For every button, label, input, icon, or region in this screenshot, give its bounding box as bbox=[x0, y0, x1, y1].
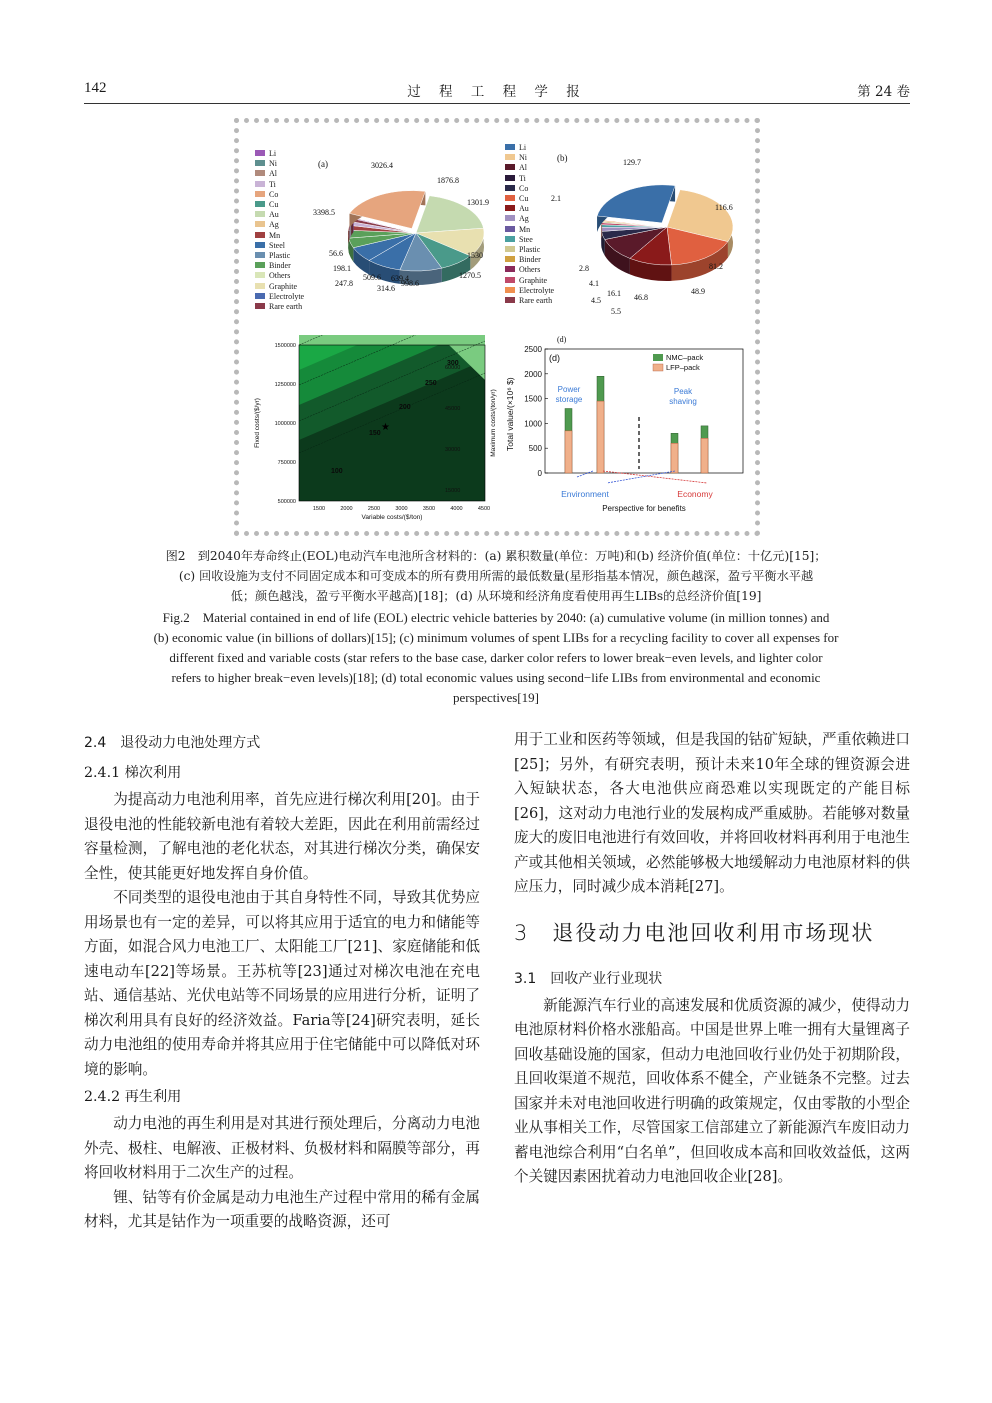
caption-en bbox=[100, 608, 892, 708]
subsection-heading-2-4-2: 2.4.2 再生利用 bbox=[84, 1089, 182, 1105]
legend-label: Ni bbox=[519, 153, 527, 163]
panel-d-bar-chart bbox=[503, 335, 757, 531]
section-heading-3: 3 退役动力电池回收利用市场现状 bbox=[514, 920, 875, 945]
data-label: 314.6 bbox=[377, 284, 395, 293]
caption-en-line: refers to higher break−even levels)[18]; (d) total economic values using second−life LIBs from environmental and economic bbox=[171, 670, 821, 685]
annotation: Power bbox=[557, 385, 581, 394]
legend-label: Al bbox=[519, 163, 527, 173]
contour-label: 250 bbox=[425, 380, 437, 387]
x-axis-label: Perspective for benefits bbox=[602, 504, 686, 513]
caption-zh bbox=[100, 546, 892, 606]
subsection-heading-3-1: 3.1 回收产业行业现状 bbox=[514, 970, 663, 987]
legend-label: Others bbox=[269, 271, 291, 281]
y2-tick-label: 60000 bbox=[445, 365, 461, 371]
legend-label: Steel bbox=[269, 240, 285, 250]
legend-label: Plastic bbox=[519, 245, 541, 254]
data-label: 1301.9 bbox=[467, 198, 489, 207]
volume-label: 第 24 卷 bbox=[857, 84, 910, 100]
panel-b bbox=[501, 143, 759, 323]
legend-label: Rare earth bbox=[519, 296, 553, 305]
x-tick-label: 2500 bbox=[367, 506, 381, 512]
y-axis-label: Fixed costs/($/yr) bbox=[254, 398, 261, 448]
caption-zh-line: 低；颜色越浅，盈亏平衡水平越高)[18]；(d) 从环境和经济角度看使用再生LIBs的总经济价值[19] bbox=[230, 589, 762, 603]
x-tick-label: 3500 bbox=[422, 506, 436, 512]
page-number: 142 bbox=[84, 80, 107, 96]
bar-lfp bbox=[565, 431, 572, 473]
y-tick-label: 750000 bbox=[277, 460, 296, 466]
y2-tick-label: 30000 bbox=[445, 447, 461, 453]
bar-lfp bbox=[671, 443, 678, 473]
legend-label: Mn bbox=[269, 230, 281, 240]
data-label: 1530 bbox=[467, 251, 483, 260]
contour-label: 100 bbox=[331, 468, 343, 475]
legend-swatch bbox=[653, 364, 663, 371]
legend-label: Binder bbox=[519, 255, 541, 265]
legend-label: Ti bbox=[519, 173, 526, 183]
data-label: 129.7 bbox=[623, 158, 641, 167]
pie-slice bbox=[597, 185, 675, 223]
caption-en-line: different fixed and variable costs (star refers to the base case, darker color refers to lower break−even levels, and lighter color bbox=[169, 650, 823, 665]
paragraph: 不同类型的退役电池由于其自身特性不同，导致其优势应用场景也有一定的差异，可以将其应用于适宜的电力和储能等方面，如混合风力电池工厂、太阳能工厂[21]、家庭储能和低速电动车[22]等场景。王苏杭等[23]通过对梯次电池在充电站、通信基站、光伏电站等不同场景的应用进行分析，证明了梯次利用具有良好的经济效益。Faria等[24]研究表明，延长动力电池组的使用寿命并将其应用于住宅储能中可以降低对环境的影响。 bbox=[84, 889, 480, 1078]
data-label: 1270.5 bbox=[459, 271, 481, 280]
data-label: 4.5 bbox=[591, 296, 601, 305]
data-label: 198.1 bbox=[333, 264, 351, 273]
legend-label: Graphite bbox=[269, 281, 297, 291]
arrow bbox=[577, 471, 593, 477]
inner-panel-label: (d) bbox=[549, 353, 560, 363]
data-label: 3026.4 bbox=[371, 161, 393, 170]
y2-axis-label: Maximum costs/(ton/yr) bbox=[490, 389, 497, 457]
data-label: 2.1 bbox=[551, 194, 561, 203]
data-label: 1876.8 bbox=[437, 176, 459, 185]
y-tick-label: 2500 bbox=[524, 345, 542, 354]
running-header bbox=[84, 80, 910, 102]
caption-en-line: (b) economic value (in billions of dollars)[15]; (c) minimum volumes of spent LIBs for a recycling facility to cover all expenses for bbox=[153, 630, 839, 645]
y-tick-label: 500000 bbox=[277, 499, 296, 505]
figure-2 bbox=[234, 118, 760, 536]
plot-frame bbox=[545, 349, 743, 473]
legend-label: Graphite bbox=[519, 275, 547, 285]
caption-zh-line: 图2 到2040年寿命终止(EOL)电动汽车电池所含材料的：(a) 累积数量(单位：万吨)和(b) 经济价值(单位：十亿元)[15]； bbox=[165, 549, 827, 563]
y-axis-label: Total value/(×10⁶ $) bbox=[505, 377, 515, 451]
legend-label: Plastic bbox=[269, 251, 291, 260]
section-heading-2-4: 2.4 退役动力电池处理方式 bbox=[84, 735, 261, 751]
legend-label: Cu bbox=[269, 200, 279, 209]
paragraph: 锂、钴等有价金属是动力电池生产过程中常用的稀有金属材料，尤其是钴作为一项重要的战略资源，还可 bbox=[84, 1188, 480, 1230]
bar-chart bbox=[505, 345, 743, 513]
data-label: 247.8 bbox=[335, 279, 353, 288]
legend-label: NMC–pack bbox=[666, 353, 704, 362]
legend-label: Li bbox=[269, 149, 277, 158]
subsection-heading-2-4-1: 2.4.1 梯次利用 bbox=[84, 765, 182, 781]
legend-label: Cu bbox=[519, 194, 529, 203]
category-label: Economy bbox=[677, 489, 713, 499]
data-label: 639.4 bbox=[391, 274, 409, 283]
journal-title: 过 程 工 程 学 报 bbox=[407, 84, 587, 100]
y2-tick-label: 15000 bbox=[445, 488, 461, 494]
data-label: 16.1 bbox=[607, 289, 621, 298]
data-label: 509.6 bbox=[363, 273, 381, 282]
contour-label: 200 bbox=[399, 404, 411, 411]
legend-label: Al bbox=[269, 169, 277, 179]
x-tick-label: 1500 bbox=[312, 506, 326, 512]
legend-label: Ag bbox=[269, 220, 279, 230]
annotation: shaving bbox=[669, 397, 697, 406]
x-tick-label: 2000 bbox=[340, 506, 353, 512]
bar-lfp bbox=[701, 438, 708, 473]
y-tick-label: 1250000 bbox=[274, 382, 296, 388]
legend-label: Ag bbox=[519, 214, 529, 224]
data-label: 46.8 bbox=[634, 293, 648, 302]
panel-d-label: (d) bbox=[557, 335, 567, 344]
legend-label: Binder bbox=[269, 261, 291, 271]
category-label: Environment bbox=[561, 489, 609, 499]
data-label: 4.1 bbox=[589, 279, 599, 288]
x-tick-label: 4500 bbox=[477, 506, 491, 512]
panel-c-contour bbox=[251, 335, 503, 531]
contour-plot bbox=[254, 335, 497, 521]
y-tick-label: 500 bbox=[528, 444, 542, 454]
base-case-star: ★ bbox=[381, 422, 390, 433]
x-axis-label: Variable costs/($/ton) bbox=[361, 514, 423, 521]
legend-label: Au bbox=[519, 204, 529, 214]
legend-label: Stee bbox=[519, 234, 533, 244]
data-label: 998.6 bbox=[401, 279, 419, 288]
right-column bbox=[514, 728, 910, 1190]
data-label: 5.5 bbox=[611, 307, 621, 316]
y-tick-label: 1500 bbox=[524, 394, 542, 404]
panel-a bbox=[251, 143, 501, 323]
legend-label: Co bbox=[269, 189, 279, 199]
data-label: 48.9 bbox=[691, 287, 705, 296]
bar-lfp bbox=[597, 401, 604, 473]
contour-label: 150 bbox=[369, 430, 381, 437]
legend-label: Mn bbox=[519, 224, 531, 234]
panel-a-pie bbox=[251, 143, 501, 323]
legend-label: Au bbox=[269, 210, 279, 220]
caption-zh-line: (c) 回收设施为支付不同固定成本和可变成本的所有费用所需的最低数量(星形指基本情况，颜色越深，盈亏平衡水平越 bbox=[178, 569, 814, 583]
x-tick-label: 3000 bbox=[395, 506, 408, 512]
y-tick-label: 0 bbox=[537, 469, 542, 478]
legend-label: Ni bbox=[269, 159, 277, 169]
panel-d bbox=[503, 335, 757, 531]
legend-label: LFP–pack bbox=[666, 363, 700, 372]
y-tick-label: 1000000 bbox=[274, 421, 296, 427]
contour-label: 300 bbox=[447, 360, 459, 367]
legend-label: Electrolyte bbox=[269, 291, 305, 301]
data-label: 3398.5 bbox=[313, 208, 335, 217]
data-label: 2.8 bbox=[579, 264, 589, 273]
legend-label: Ti bbox=[269, 179, 276, 189]
paragraph: 用于工业和医药等领域，但是我国的钴矿短缺，严重依赖进口[25]；另外，有研究表明，预计未来10年全球的锂资源会进入短缺状态，各大电池供应商恐难以实现既定的产能目标[26]，这对动力电池行业的发展构成严重威胁。若能够对数量庞大的废旧电池进行有效回收，并将回收材料再利用于电池生产或其他相关领域，必然能够极大地缓解动力电池原材料的供应压力，同时减少成本消耗[27]。 bbox=[514, 731, 910, 895]
header-rule bbox=[84, 103, 910, 104]
annotation: storage bbox=[555, 395, 583, 404]
left-column bbox=[84, 728, 480, 1235]
data-label: 116.6 bbox=[715, 203, 733, 212]
paragraph: 为提高动力电池利用率，首先应进行梯次利用[20]。由于退役电池的性能较新电池有着较大差距，因此在利用前需经过容量检测，了解电池的老化状态，对其进行梯次分类，确保安全性，使其能更好地发挥自身价值。 bbox=[84, 791, 480, 882]
legend-label: Co bbox=[519, 183, 529, 193]
annotation: Peak bbox=[673, 387, 693, 396]
paragraph: 动力电池的再生利用是对其进行预处理后，分离动力电池外壳、极柱、电解液、正极材料、负极材料和隔膜等部分，再将回收材料用于二次生产的过程。 bbox=[84, 1115, 480, 1181]
legend-swatch bbox=[653, 354, 663, 361]
paragraph: 新能源汽车行业的高速发展和优质资源的减少，使得动力电池原材料价格水涨船高。中国是世界上唯一拥有大量锂离子回收基础设施的国家，但动力电池回收行业仍处于初期阶段，且回收渠道不规范，回收体系不健全，产业链条不完整。过去国家并未对电池回收进行明确的政策规定，仅由零散的小型企业从事相关工作，尽管国家工信部建立了新能源汽车废旧动力蓄电池综合利用“白名单”，但回收成本高和回收效益低，这两个关键因素困扰着动力电池回收企业[28]。 bbox=[514, 996, 910, 1185]
legend-label: Rare earth bbox=[269, 302, 303, 311]
panel-b-pie bbox=[501, 143, 759, 323]
y2-tick-label: 45000 bbox=[445, 406, 461, 412]
y-tick-label: 1000 bbox=[524, 419, 542, 429]
caption-en-line: Fig.2 Material contained in end of life (EOL) electric vehicle batteries by 2040: (a) cumulative volume (in million tonnes) and bbox=[162, 610, 830, 625]
y-tick-label: 1500000 bbox=[274, 343, 296, 349]
x-tick-label: 4000 bbox=[450, 506, 463, 512]
panel-c bbox=[251, 335, 503, 531]
caption-en-line: perspectives[19] bbox=[453, 690, 539, 705]
legend-label: Electrolyte bbox=[519, 285, 555, 295]
data-label: 56.6 bbox=[329, 249, 343, 258]
legend-label: Li bbox=[519, 143, 527, 152]
contour-band bbox=[299, 335, 485, 345]
panel-b-label: (b) bbox=[557, 153, 568, 163]
panel-a-label: (a) bbox=[318, 159, 328, 169]
data-label: 81.2 bbox=[709, 262, 723, 271]
y-tick-label: 2000 bbox=[524, 369, 542, 379]
legend-label: Others bbox=[519, 265, 541, 275]
